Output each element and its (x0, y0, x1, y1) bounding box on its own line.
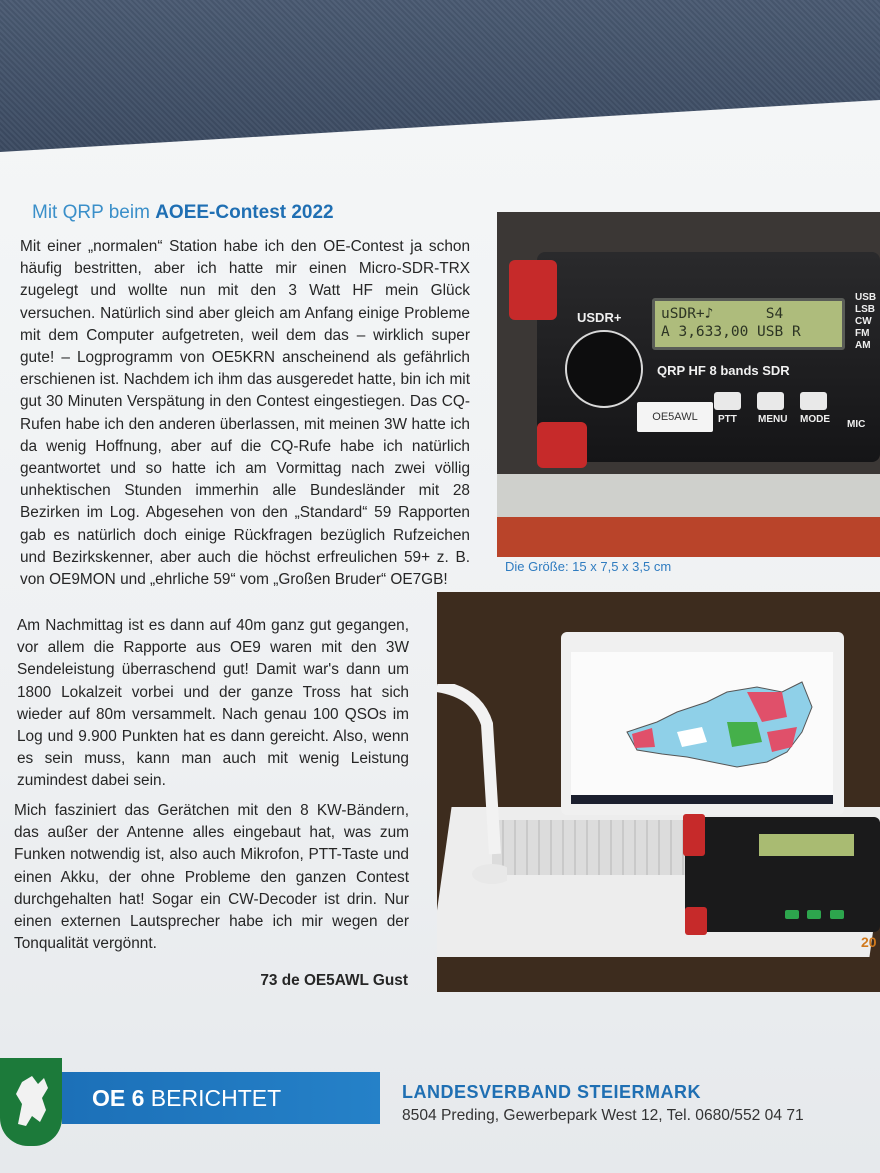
article-paragraph-2: Am Nachmittag ist es dann auf 40m ganz gut gegangen, vor allem die Rapporte aus OE9 waren mit den 3W Sendeleistung überraschend gut! Damit war's dann um 1800 Lokalzeit vorbei und der ganze Tross hat sich wieder auf 80m versammelt. Nach genau 100 QSOs im Log und 9.900 Punkten hat es dann gereicht. Also, wenn es sein muss, kann man auch mit wenig Leistung zumindest dabei sein. (17, 617, 409, 790)
organization-name: LANDESVERBAND STEIERMARK (402, 1082, 702, 1102)
laptop-keyboard (492, 820, 692, 875)
photo-laptop (437, 592, 880, 992)
shelf (497, 474, 880, 519)
mic-label: MIC (847, 419, 866, 430)
callsign-tag: OE5AWL (637, 402, 713, 432)
mode-cw: CW (855, 316, 872, 327)
model-label: QRP HF 8 bands SDR (657, 363, 790, 378)
mode-usb: USB (855, 292, 877, 303)
taskbar (571, 795, 833, 804)
menu-label: MENU (758, 414, 788, 425)
mode-key (800, 392, 827, 410)
green-button-2 (807, 910, 821, 919)
red-bumper-small-top (683, 814, 705, 856)
section-title: OE 6 BERICHTET (92, 1085, 282, 1111)
radio-lcd (652, 298, 845, 350)
ptt-label: PTT (718, 414, 737, 425)
ptt-key (714, 392, 741, 410)
mode-fm: FM (855, 328, 870, 339)
lcd-line-2: A 3,633,00 USB R (661, 324, 801, 340)
green-button-1 (785, 910, 799, 919)
photo-caption: Die Größe: 15 x 7,5 x 3,5 cm (505, 559, 672, 574)
menu-key (757, 392, 784, 410)
signature: 73 de OE5AWL Gust (260, 972, 408, 989)
radio-brand: USDR+ (577, 310, 622, 325)
mode-label: MODE (800, 414, 830, 425)
mode-lsb: LSB (855, 304, 875, 315)
austria-map (617, 662, 817, 782)
photo-radio (497, 212, 880, 557)
article-paragraph-3: Mich fasziniert das Gerätchen mit den 8 KW-Bändern, das außer der Antenne alles eingebaut hat, was zum Funken notwendig ist, also auch Mikrofon, PTT-Taste und einen Akku, der ohne Probleme den ganzen Contest durchgehalten hat! Sogar ein CW-Decoder ist drin. Nur einen externen Lautsprecher habe ich mir wegen der Tonqualität vergönnt. (14, 802, 409, 953)
tuning-knob (565, 330, 643, 408)
green-button-3 (830, 910, 844, 919)
article-title: Mit QRP beim AOEE-Contest 2022 (32, 202, 334, 223)
table-surface (497, 517, 880, 557)
mode-am: AM (855, 340, 871, 351)
red-bumper-bottom (537, 422, 587, 468)
styria-crest-icon (0, 1058, 62, 1146)
mode-list (855, 292, 876, 352)
desk-lamp (437, 684, 507, 894)
radio-small-lcd (759, 834, 854, 856)
red-bumper-small-bottom (685, 907, 707, 935)
red-bumper-top (509, 260, 557, 320)
article-paragraph-1: Mit einer „normalen“ Station habe ich den OE-Contest ja schon häufig bestritten, aber ich hatte mir einen Micro-SDR-TRX zugelegt und wollte nun mit den 3 Watt HF mein Glück versuchen. Natürlich sind aber gleich am Anfang einige Probleme mit dem Computer aufgetreten, weil dem das – wirklich super gute! – Logprogramm von OE5KRN anscheinend als gefährlich erschienen ist. Nachdem ich ihm das ausgeredet hatte, bin ich mit gut 30 Minuten Verspätung in den Contest eingestiegen. Das CQ-Rufen habe ich den anderen überlassen, mit meinen 3W hatte ich da wenig Hoffnung, aber auf die CQ-Rufe habe ich natürlich geantwortet und so hatte ich am Vormittag nach zwei völlig unhektischen Stunden immerhin alle Bundesländer mit 28 Bezirken im Log. Abgesehen von den „Standard“ 59 Rapporten gab es natürlich doch einige Rückfragen bezüglich Rufzeichen und Bezirkskenner, aber auch die höchst erfreulichen 59+ z. B. von OE9MON und „ehrliche 59“ vom „Großen Bruder“ OE7GB! (20, 238, 470, 589)
lcd-line-1: uSDR+♪ S4 (661, 306, 784, 322)
page-number: 20 (861, 934, 877, 950)
organization-address: 8504 Preding, Gewerbepark West 12, Tel. 0680/552 04 71 (402, 1107, 804, 1124)
